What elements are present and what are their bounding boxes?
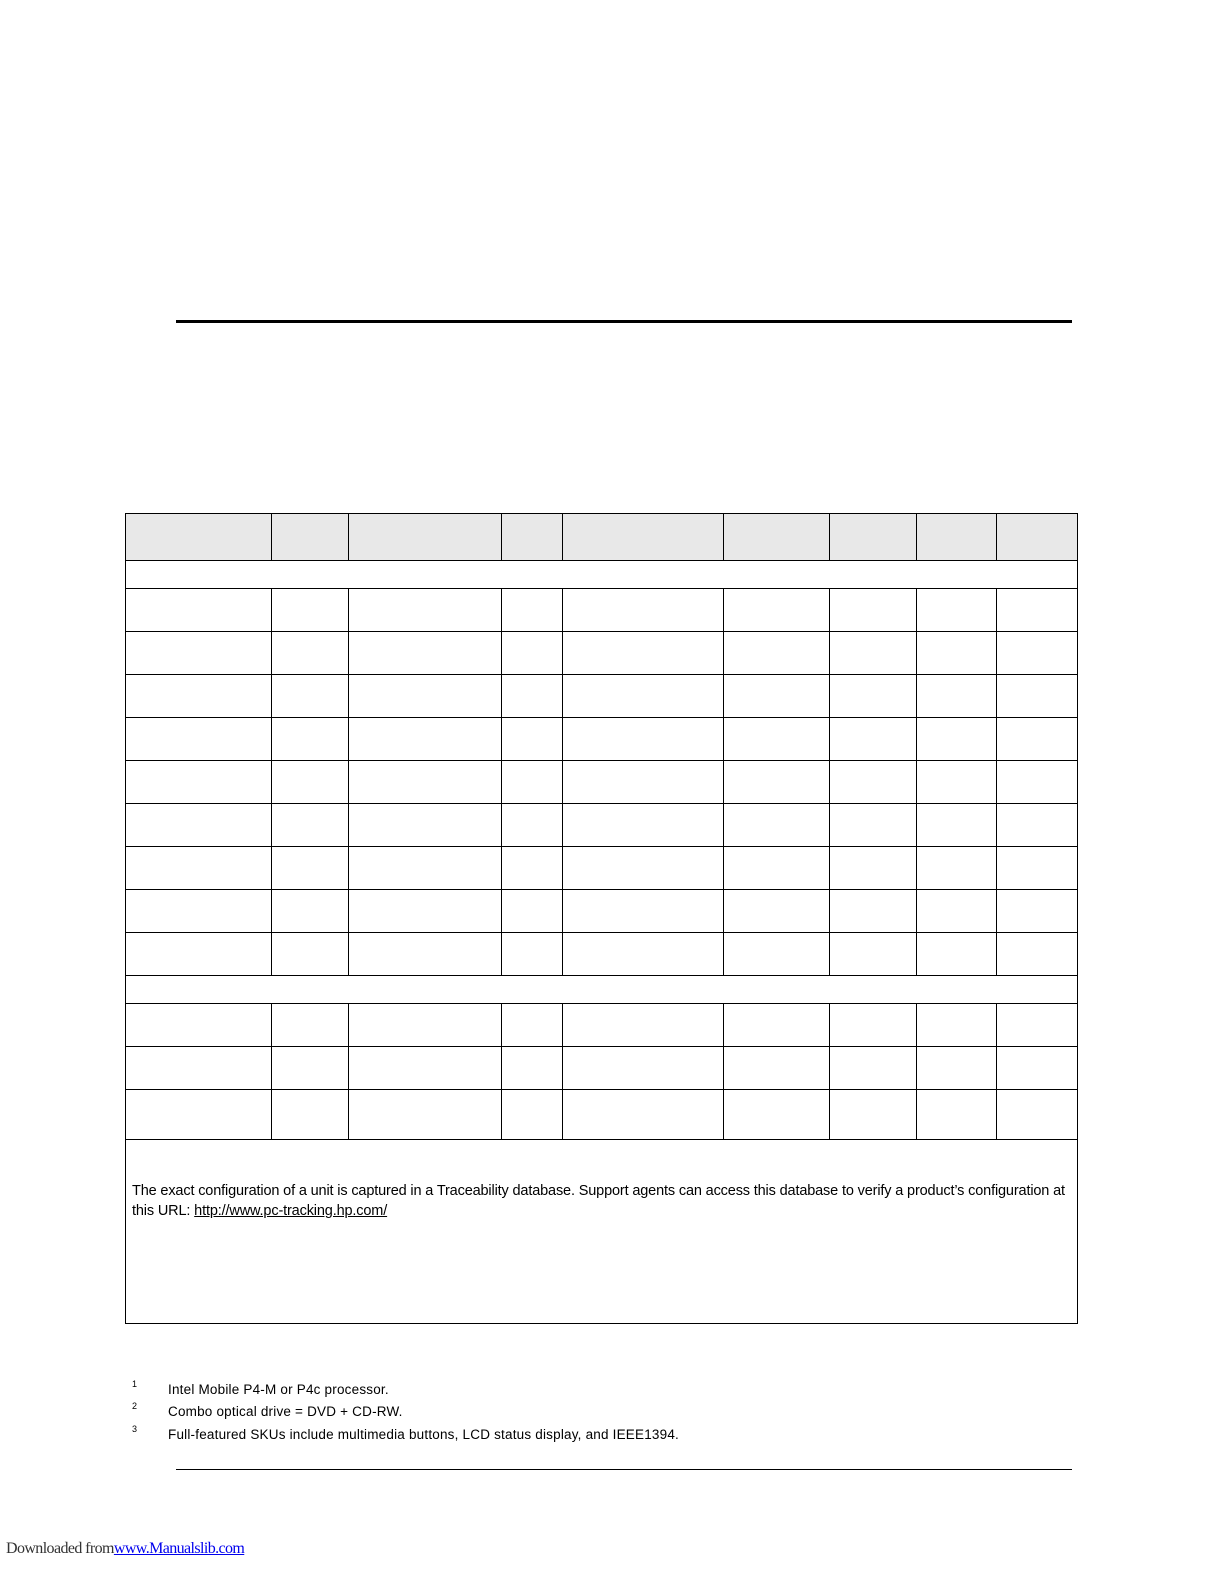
table-cell: [126, 804, 272, 847]
table-cell: [272, 761, 349, 804]
table-cell: [830, 589, 917, 632]
table-cell: [349, 718, 502, 761]
table-cell: [724, 804, 830, 847]
table-cell: [997, 589, 1078, 632]
table-cell: [502, 933, 563, 976]
table-cell: [563, 1090, 724, 1140]
table-cell: [917, 890, 997, 933]
table-cell: [349, 1090, 502, 1140]
footnote-text: Intel Mobile P4-M or P4c processor.: [168, 1382, 389, 1397]
table-cell: [502, 761, 563, 804]
table-cell: [917, 804, 997, 847]
table-cell: [997, 804, 1078, 847]
footnote-number: 2: [132, 1401, 138, 1411]
table-cell: [502, 675, 563, 718]
table-row: [126, 761, 1078, 804]
footer-rule: [176, 1469, 1072, 1470]
table-cell: [997, 847, 1078, 890]
footnote-number: 3: [132, 1424, 138, 1434]
table-cell: [502, 589, 563, 632]
table-cell: [917, 718, 997, 761]
table-cell: [349, 632, 502, 675]
table-cell: [830, 1047, 917, 1090]
table-cell: [830, 761, 917, 804]
table-cell: [502, 632, 563, 675]
table-cell: [563, 847, 724, 890]
table-cell: [349, 1004, 502, 1047]
table-row: [126, 589, 1078, 632]
table-row: [126, 890, 1078, 933]
table-cell: [997, 1090, 1078, 1140]
table-cell: [349, 761, 502, 804]
table-cell: [126, 761, 272, 804]
table-cell: [563, 933, 724, 976]
table-cell: [272, 1047, 349, 1090]
table-cell: [272, 718, 349, 761]
table-cell: [126, 933, 272, 976]
table-cell: [563, 632, 724, 675]
table-cell: [830, 933, 917, 976]
header-cell: [349, 514, 502, 561]
table-cell: [997, 890, 1078, 933]
section-row: [126, 976, 1078, 1004]
table-row: [126, 1047, 1078, 1090]
table-cell: [997, 632, 1078, 675]
footnote-text: Combo optical drive = DVD + CD-RW.: [168, 1404, 403, 1419]
table-cell: [563, 718, 724, 761]
table-row: [126, 675, 1078, 718]
table-cell: [502, 718, 563, 761]
table-row: [126, 933, 1078, 976]
table-cell: [349, 589, 502, 632]
table-cell: [272, 675, 349, 718]
table-cell: [502, 1090, 563, 1140]
header-cell: [502, 514, 563, 561]
table-cell: [272, 632, 349, 675]
table-cell: [830, 1090, 917, 1140]
watermark-text: Downloaded from: [6, 1540, 114, 1557]
section-cell: [126, 976, 1078, 1004]
table-cell: [830, 675, 917, 718]
header-cell: [272, 514, 349, 561]
table-row: [126, 804, 1078, 847]
traceability-url-link[interactable]: http://www.pc-tracking.hp.com/: [194, 1203, 388, 1219]
table-cell: [272, 890, 349, 933]
table-cell: [563, 804, 724, 847]
table-cell: [724, 847, 830, 890]
notes-row: [126, 1140, 1078, 1324]
table-cell: [563, 589, 724, 632]
table-cell: [724, 675, 830, 718]
table-header-row: [126, 514, 1078, 561]
table-cell: [126, 847, 272, 890]
table-row: [126, 847, 1078, 890]
table-cell: [126, 589, 272, 632]
table-cell: [349, 890, 502, 933]
header-cell: [563, 514, 724, 561]
table-cell: [349, 804, 502, 847]
table-cell: [349, 847, 502, 890]
footnote-text: Full-featured SKUs include multimedia buttons, LCD status display, and IEEE1394.: [168, 1427, 680, 1442]
table-cell: [126, 1004, 272, 1047]
configuration-table: [125, 513, 1078, 1442]
table-cell: [830, 890, 917, 933]
table-cell: [563, 675, 724, 718]
table-cell: [126, 1047, 272, 1090]
table-cell: [830, 804, 917, 847]
header-cell: [830, 514, 917, 561]
table-cell: [502, 847, 563, 890]
table-cell: [917, 1047, 997, 1090]
table-cell: [917, 589, 997, 632]
table-cell: [563, 890, 724, 933]
table-cell: [502, 1047, 563, 1090]
table-cell: [126, 718, 272, 761]
table-cell: [917, 675, 997, 718]
table-cell: [724, 761, 830, 804]
table-cell: [724, 1004, 830, 1047]
section-row: [126, 561, 1078, 589]
table-cell: [830, 1004, 917, 1047]
table-row: [126, 632, 1078, 675]
traceability-note: [132, 1181, 1072, 1221]
notes-cell: [126, 1140, 1078, 1442]
traceability-text: The exact configuration of a unit is captured in a Traceability database. Support agents can access this database to verify a product’s configuration at this URL:: [132, 1183, 1065, 1219]
header-cell: [997, 514, 1078, 561]
table-cell: [997, 718, 1078, 761]
table-row: [126, 1090, 1078, 1140]
table-cell: [724, 632, 830, 675]
table-cell: [349, 675, 502, 718]
table-cell: [724, 890, 830, 933]
table-cell: [126, 1090, 272, 1140]
table-cell: [997, 933, 1078, 976]
table-cell: [563, 1004, 724, 1047]
table-cell: [502, 1004, 563, 1047]
table-cell: [502, 804, 563, 847]
download-watermark: [6, 1540, 244, 1558]
header-cell: [126, 514, 272, 561]
table-cell: [724, 1090, 830, 1140]
section-cell: [126, 561, 1078, 589]
table-cell: [917, 847, 997, 890]
table-cell: [349, 1047, 502, 1090]
table-cell: [126, 890, 272, 933]
table-cell: [724, 1047, 830, 1090]
table-row: [126, 1004, 1078, 1047]
table-cell: [917, 632, 997, 675]
table-row: [126, 718, 1078, 761]
table-cell: [126, 632, 272, 675]
table-cell: [997, 1047, 1078, 1090]
table-cell: [830, 718, 917, 761]
table-cell: [997, 675, 1078, 718]
table-cell: [272, 589, 349, 632]
table-cell: [272, 1004, 349, 1047]
table-cell: [502, 890, 563, 933]
footnote-number: 1: [132, 1379, 138, 1389]
table-cell: [272, 933, 349, 976]
table-cell: [917, 1004, 997, 1047]
header-rule: [176, 320, 1072, 323]
manualslib-link[interactable]: www.Manualslib.com: [113, 1540, 245, 1557]
table-cell: [830, 847, 917, 890]
table-cell: [830, 632, 917, 675]
table-cell: [272, 847, 349, 890]
header-cell: [724, 514, 830, 561]
table-cell: [272, 804, 349, 847]
table-cell: [724, 718, 830, 761]
table-cell: [126, 675, 272, 718]
table-cell: [563, 1047, 724, 1090]
table-cell: [272, 1090, 349, 1140]
table-cell: [724, 933, 830, 976]
table-cell: [563, 761, 724, 804]
table-cell: [349, 933, 502, 976]
table-cell: [997, 1004, 1078, 1047]
table-cell: [917, 933, 997, 976]
header-cell: [917, 514, 997, 561]
table-cell: [917, 1090, 997, 1140]
table-cell: [997, 761, 1078, 804]
table-cell: [724, 589, 830, 632]
table-cell: [917, 761, 997, 804]
